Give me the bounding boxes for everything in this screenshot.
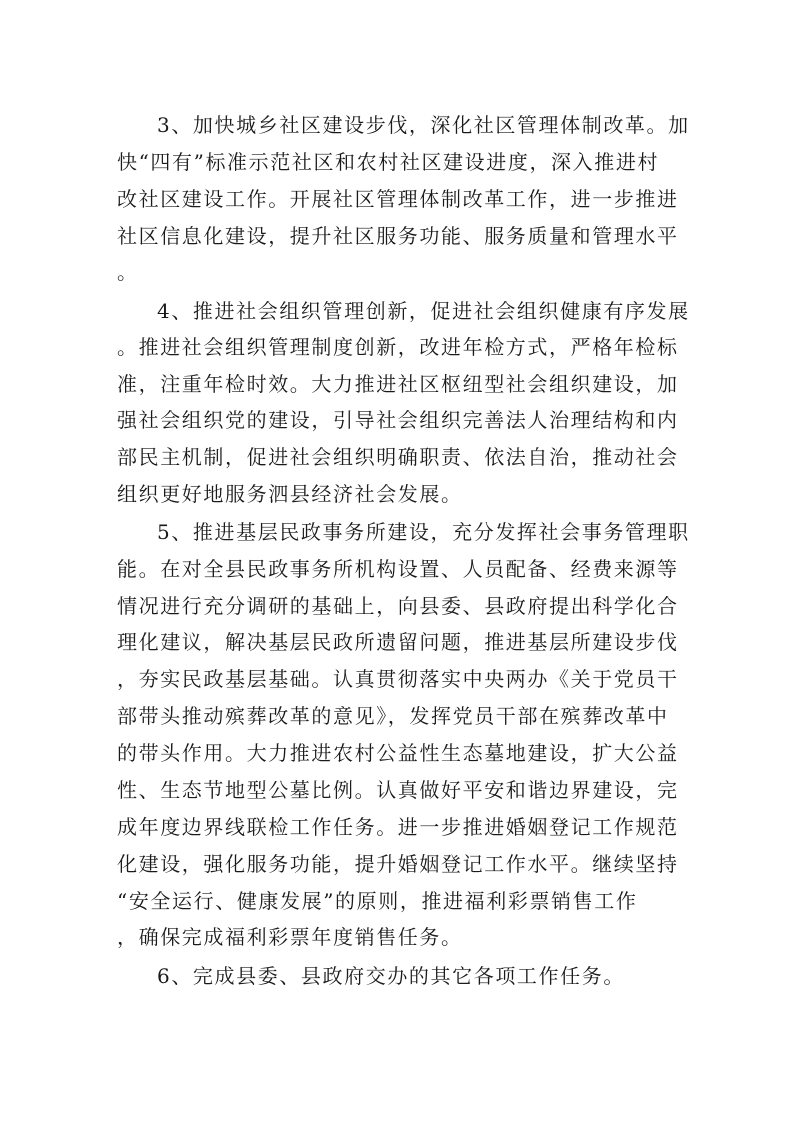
paragraph-4-line-1: 4、推进社会组织管理创新，促进社会组织健康有序发展 [157, 299, 690, 323]
paragraph-5-line-6: 部带头推动殡葬改革的意见》，发挥党员干部在殡葬改革中 [117, 704, 669, 728]
paragraph-5-line-8: 性、生态节地型公墓比例。认真做好平安和谐边界建设，完 [117, 778, 679, 802]
paragraph-4-line-3: 准，注重年检时效。大力推进社区枢纽型社会组织建设，加 [117, 372, 679, 396]
paragraph-5-line-4: 理化建议，解决基层民政所遗留问题，推进基层所建设步伐 [117, 630, 679, 654]
paragraph-5-line-12: ，确保完成福利彩票年度销售任务。 [117, 925, 463, 949]
paragraph-5-line-10: 化建设，强化服务功能，提升婚姻登记工作水平。继续坚持 [117, 852, 679, 876]
paragraph-3-line-5: 。 [117, 260, 139, 284]
paragraph-4-line-2: 。推进社会组织管理制度创新，改进年检方式，严格年检标 [117, 335, 679, 359]
paragraph-5-line-7: 的带头作用。大力推进农村公益性生态墓地建设，扩大公益 [117, 741, 679, 765]
paragraph-5-line-5: ，夯实民政基层基础。认真贯彻落实中央两办《关于党员干 [117, 667, 679, 691]
paragraph-5-line-2: 能。在对全县民政事务所机构设置、人员配备、经费来源等 [117, 557, 679, 581]
paragraph-4-line-4: 强社会组织党的建设，引导社会组织完善法人治理结构和内 [117, 408, 679, 432]
paragraph-3-line-3: 改社区建设工作。开展社区管理体制改革工作，进一步推进 [117, 187, 679, 211]
paragraph-6-line-1: 6、完成县委、县政府交办的其它各项工作任务。 [157, 964, 625, 988]
paragraph-5-line-1: 5、推进基层民政事务所建设，充分发挥社会事务管理职 [157, 520, 690, 544]
paragraph-3-line-4: 社区信息化建设，提升社区服务功能、服务质量和管理水平 [117, 224, 679, 248]
paragraph-5-line-9: 成年度边界线联检工作任务。进一步推进婚姻登记工作规范 [117, 815, 679, 839]
paragraph-5-line-11: “安全运行、健康发展”的原则，推进福利彩票销售工作 [117, 889, 638, 913]
paragraph-5-line-3: 情况进行充分调研的基础上，向县委、县政府提出科学化合 [117, 594, 679, 618]
paragraph-4-line-6: 组织更好地服务泗县经济社会发展。 [117, 482, 463, 506]
paragraph-4-line-5: 部民主机制，促进社会组织明确职责、依法自治，推动社会 [117, 445, 679, 469]
paragraph-3-line-2: 快“四有”标准示范社区和农村社区建设进度，深入推进村 [117, 150, 660, 174]
paragraph-3-line-1: 3、加快城乡社区建设步伐，深化社区管理体制改革。加 [157, 113, 690, 137]
